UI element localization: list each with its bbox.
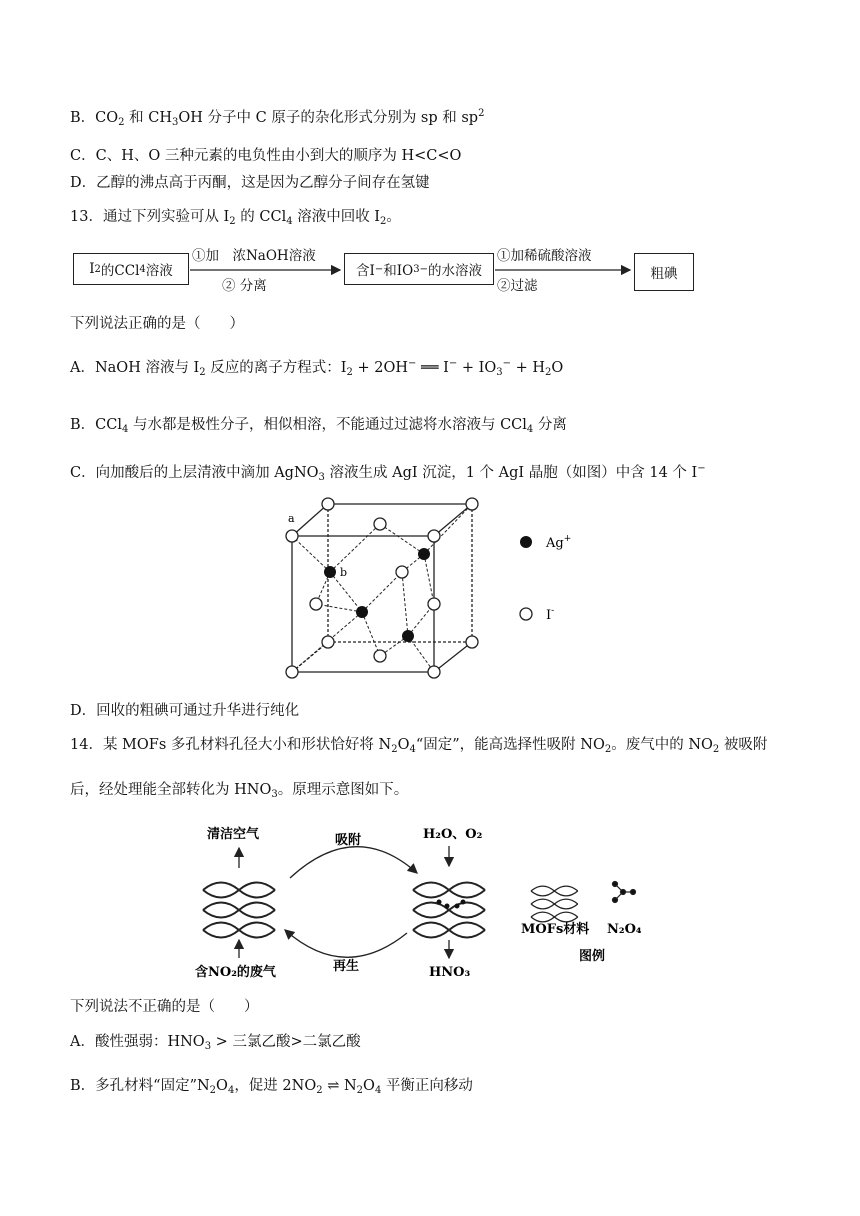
q12-option-d: D．乙醇的沸点高于丙酮，这是因为乙醇分子间存在氢键: [70, 175, 430, 191]
legend-n2o4: N₂O₄: [607, 922, 642, 937]
label-adsorb: 吸附: [335, 833, 362, 848]
label-waste-gas: 含NO₂的废气: [195, 965, 276, 980]
legend-i: I-: [546, 606, 555, 623]
mofs-mesh-left: [203, 883, 275, 938]
q12-option-b: B．$CO_2$ 和 $CH_3OH$ 分子中 C 原子的杂化形式分别为 sp 和 $sp^2$: [70, 108, 485, 128]
q13-question: 下列说法正确的是（ ）: [70, 316, 244, 332]
q14-stem-line1: 14．某 MOFs 多孔材料孔径大小和形状恰好将 $N_2O_4“$固定”，能高选择性吸附 $NO_2$。废气中的 $NO_2$ 被吸附: [70, 737, 768, 755]
legend-mofs-mesh: [531, 886, 578, 922]
arc-regen: [285, 930, 407, 957]
label-regen: 再生: [333, 959, 360, 974]
legend-mofs: MOFs材料: [521, 922, 590, 937]
flow-step2-top: ①加稀硫酸溶液: [497, 248, 592, 264]
q14-option-b: B．多孔材料“固定$”N_2O_4$，促进 $2NO_2$ ⇌ $N_2O_4$ 平衡正向移动: [70, 1078, 473, 1096]
label-a: a: [288, 512, 295, 525]
legend-ag-marker: [520, 536, 532, 548]
q13-option-d: D．回收的粗碘可通过升华进行纯化: [70, 703, 300, 719]
label-clean-air: 清洁空气: [207, 827, 260, 842]
agi-unit-cell-figure: [282, 494, 612, 686]
legend-ag: Ag+: [546, 534, 572, 551]
q13-option-a: A．NaOH 溶液与 $I_2$ 反应的离子方程式：$I_2 + 2OH^-$ ══ $I^- + IO_3^- + H_2O$: [70, 358, 564, 378]
q13-option-b: B．CCl$_4$ 与水都是极性分子，相似相溶，不能通过过滤将水溶液与 CCl$_4$ 分离: [70, 417, 567, 435]
legend-title: 图例: [579, 949, 606, 964]
mofs-diagram: [195, 818, 642, 984]
arc-adsorb: [290, 847, 417, 878]
flow-step1-top: ①加 浓NaOH溶液: [192, 248, 316, 264]
q14-question: 下列说法不正确的是（ ）: [70, 999, 259, 1015]
q14-option-a: A．酸性强弱：$HNO_3$ > 三氯乙酸>二氯乙酸: [70, 1034, 361, 1052]
flow-step1-bottom: ② 分离: [222, 278, 267, 294]
label-hno3: HNO₃: [429, 965, 471, 980]
flow-step2-bottom: ②过滤: [497, 278, 538, 294]
flow-box-aqueous: 含I − 和IO 3 − 的水溶液: [344, 253, 494, 285]
q13-option-c: C．向加酸后的上层清液中滴加 AgNO$_3$ 溶液生成 AgI 沉淀，1 个 AgI 晶胞（如图）中含 14 个 I−: [70, 463, 706, 483]
q13-stem: 13．通过下列实验可从 $I_2$ 的 CCl$_4$ 溶液中回收 $I_2$。: [70, 209, 401, 227]
q12-option-c: C．C、H、O 三种元素的电负性由小到大的顺序为 H<C<O: [70, 148, 462, 164]
flow-box-i2-ccl4: I 2 的CCl 4 溶液: [73, 253, 189, 285]
q14-stem-line2: 后，经处理能全部转化为 $HNO_3$。原理示意图如下。: [70, 782, 409, 800]
mofs-mesh-right: [413, 883, 485, 938]
legend-i-marker: [520, 608, 532, 620]
label-h2o-o2: H₂O、O₂: [423, 827, 483, 842]
label-b: b: [340, 566, 348, 579]
legend-n2o4-molecule: [613, 882, 636, 903]
flow-box-crude-iodine: 粗碘: [634, 253, 694, 291]
